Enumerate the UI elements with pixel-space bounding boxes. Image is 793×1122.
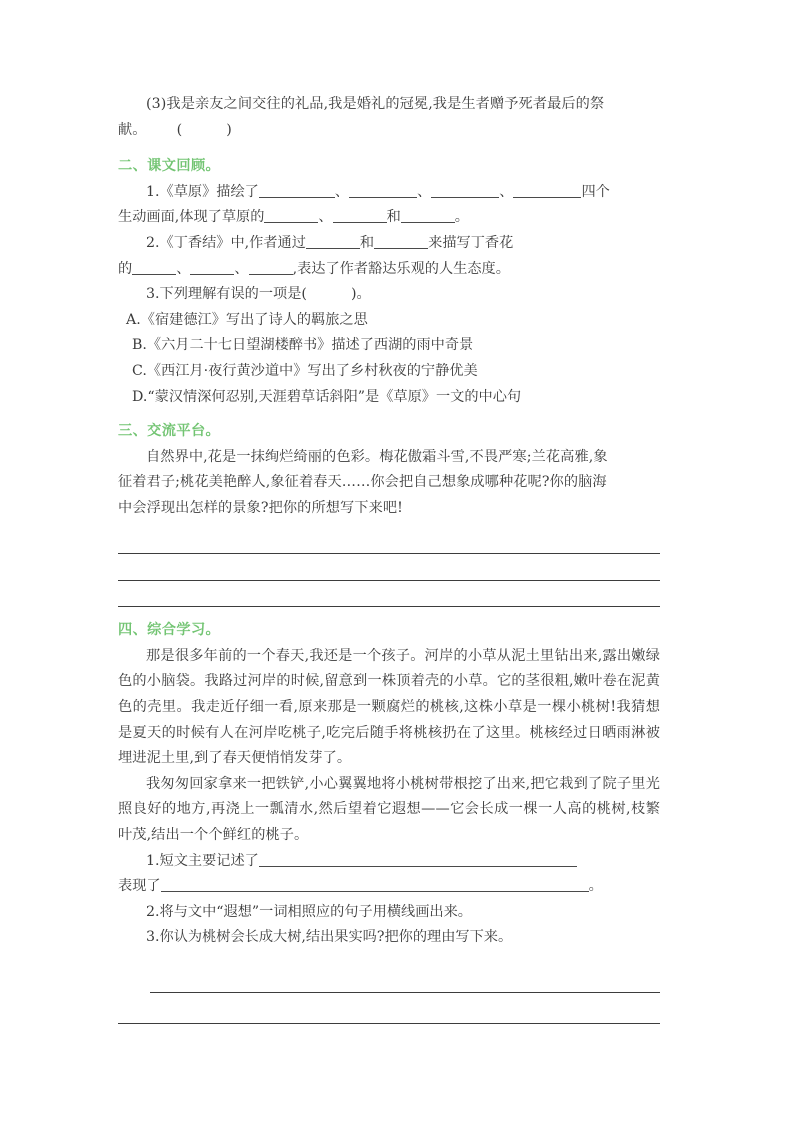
question-2-2-mid: 和 (359, 234, 375, 251)
carryover-item (118, 92, 660, 143)
blank-field[interactable] (259, 182, 335, 198)
carryover-text: 我是亲友之间交往的礼品,我是婚礼的冠冕,我是生者赠予死者最后的祭 (166, 96, 605, 112)
blank-separator: 、 (176, 260, 191, 277)
prompt-line-2: 征着君子;桃花美艳醉人,象征着春天……你会把自己想象成哪种花呢?你的脑海 (118, 474, 607, 491)
question-2-1-line2-end: 。 (454, 209, 469, 226)
question-4-3: 3.你认为桃树会长成大树,结出果实吗?把你的理由写下来。 (146, 929, 513, 946)
option-c[interactable]: C.《西江月·夜行黄沙道中》写出了乡村秋夜的宁静优美 (132, 362, 478, 379)
question-2-1-tail: 四个 (581, 183, 610, 200)
answer-lines-section-four (118, 951, 660, 1024)
question-2-3-stem-after: )。 (350, 286, 371, 303)
blank-field[interactable] (333, 207, 387, 223)
carryover-line-1 (118, 92, 660, 118)
section-heading-four: 四、综合学习。 (118, 622, 221, 639)
blank-separator: 、 (499, 183, 514, 200)
answer-line[interactable] (118, 581, 660, 608)
question-2-2-lead: 2.《丁香结》中,作者通过 (146, 234, 306, 251)
option-b[interactable]: B.《六月二十七日望湖楼醉书》描述了西湖的雨中奇景 (132, 337, 474, 354)
section-heading-two: 二、课文回顾。 (118, 158, 221, 175)
blank-field[interactable] (264, 207, 318, 223)
prompt-line-1: 自然界中,花是一抹绚烂绮丽的色彩。梅花傲霜斗雪,不畏严寒;兰花高雅,象 (146, 448, 608, 465)
answer-line[interactable] (118, 554, 660, 581)
blank-field[interactable] (513, 182, 581, 198)
blank-separator: 、 (334, 183, 350, 200)
blank-field[interactable] (132, 259, 176, 275)
answer-line[interactable] (150, 961, 660, 993)
page-content (118, 92, 660, 1024)
blank-field[interactable] (190, 259, 234, 275)
option-d[interactable]: D.“蒙汉情深何忍别,天涯碧草话斜阳”是《草原》一文的中心句 (132, 388, 522, 405)
question-2-2-line-2 (118, 257, 660, 283)
blank-field[interactable] (161, 876, 589, 892)
question-2-2-line2-lead: 的 (118, 260, 133, 277)
question-2-2-line-1 (118, 231, 660, 257)
blank-field[interactable] (374, 233, 428, 249)
blank-field[interactable] (249, 259, 293, 275)
answer-paren-close: ) (226, 121, 232, 138)
carryover-number: (3) (146, 96, 167, 112)
question-2-1-lead: 1.《草原》描绘了 (146, 183, 259, 200)
question-4-1-line2-lead: 表现了 (118, 878, 161, 895)
blank-field[interactable] (259, 851, 577, 867)
question-2-1-line-2 (118, 205, 660, 231)
answer-line[interactable] (118, 528, 660, 555)
question-4-1-line-2 (118, 874, 660, 900)
blank-field[interactable] (401, 207, 455, 223)
passage-paragraph-2: 我匆匆回家拿来一把铁铲,小心翼翼地将小桃树带根挖了出来,把它栽到了院子里光照良好的地方,再浇上一瓢清水,然后望着它遐想——它会长成一棵一人高的桃树,枝繁叶茂,结出一个个鲜红的桃子。 (118, 775, 660, 844)
blank-separator: 、 (234, 260, 249, 277)
carryover-line-2 (118, 118, 660, 144)
question-2-2-tail: 来描写丁香花 (428, 234, 514, 251)
question-4-1-lead: 1.短文主要记述了 (146, 852, 259, 869)
question-2-1-line2-mid: 和 (386, 209, 401, 226)
carryover-text-tail: 献。 (118, 121, 147, 138)
question-2-3-stem (118, 282, 660, 308)
option-a[interactable]: A.《宿建德江》写出了诗人的羁旅之思 (126, 311, 368, 328)
answer-line[interactable] (118, 993, 660, 1024)
blank-field[interactable] (349, 182, 417, 198)
question-2-3-stem-before: 3.下列理解有误的一项是( (146, 286, 307, 303)
blank-field[interactable] (431, 182, 499, 198)
question-4-1-line2-end: 。 (588, 878, 603, 895)
section-heading-three: 三、交流平台。 (118, 423, 221, 440)
question-4-1-line-1 (118, 849, 660, 875)
passage-paragraph-1: 那是很多年前的一个春天,我还是一个孩子。河岸的小草从泥土里钻出来,露出嫩绿色的小脑袋。我路过河岸的时候,留意到一株顶着壳的小草。它的茎很粗,嫩叶卷在泥黄色的壳里。我走近仔细一看,原来那是一颗腐烂的桃核,这株小草是一棵小桃树!我猜想是夏天的时候有人在河岸吃桃子,吃完后随手将桃核扔在了这里。桃核经过日晒雨淋被埋进泥土里,到了春天便悄悄发芽了。 (118, 647, 660, 767)
answer-paren-open: ( (176, 121, 183, 138)
blank-separator: 、 (318, 209, 333, 226)
question-4-2: 2.将与文中“遐想”一词相照应的句子用横线画出来。 (146, 903, 472, 920)
prompt-line-3: 中会浮现出怎样的景象?把你的所想写下来吧! (118, 499, 403, 516)
answer-lines-section-three (118, 522, 660, 608)
blank-field[interactable] (306, 233, 360, 249)
question-2-2-line2-end: ,表达了作者豁达乐观的人生态度。 (292, 260, 510, 277)
question-2-1-line-1 (118, 180, 660, 206)
blank-separator: 、 (417, 183, 432, 200)
question-2-1-line2-lead: 生动画面,体现了草原的 (118, 209, 265, 226)
